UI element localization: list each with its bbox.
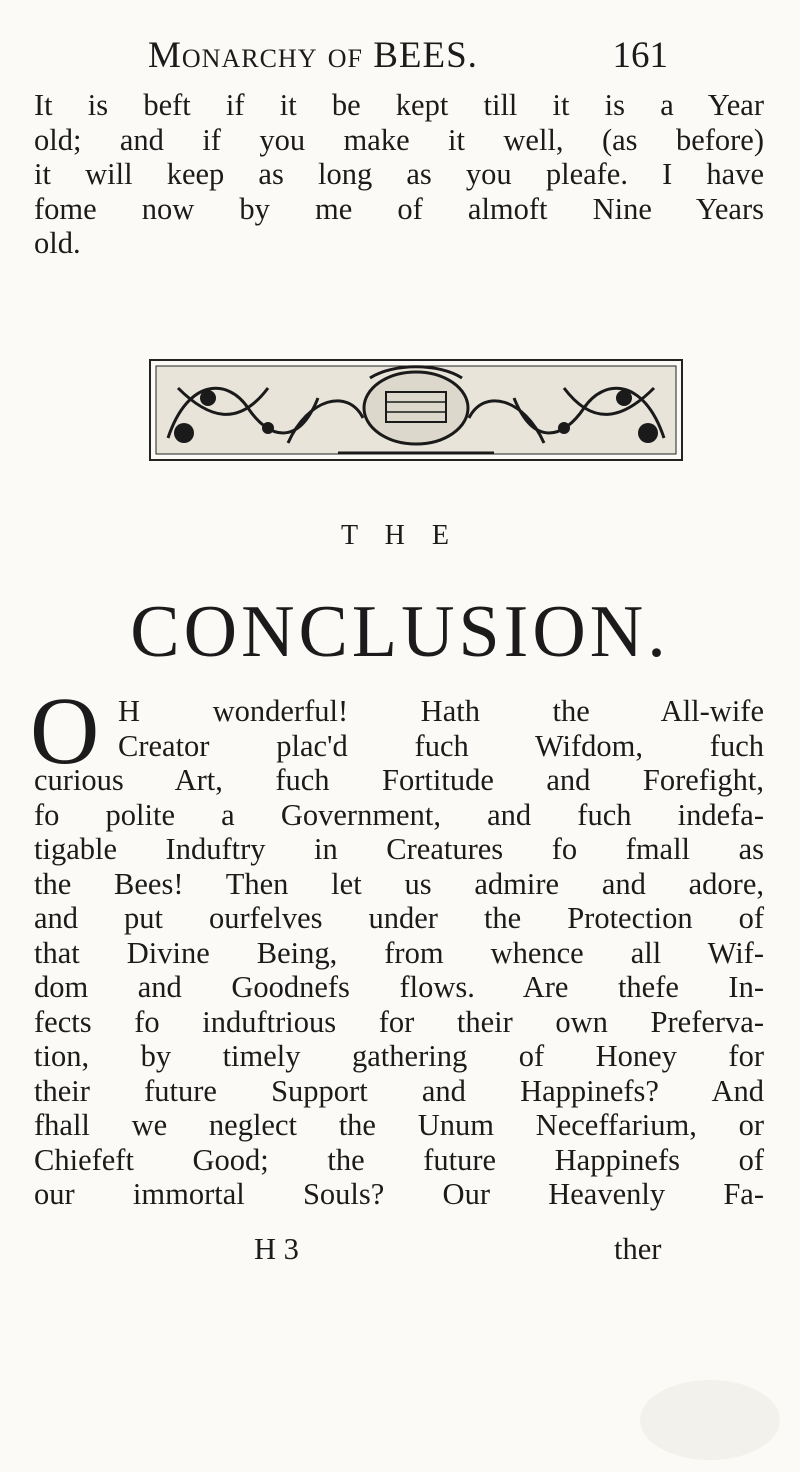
text-line: It is beft if it be kept till it is a Year — [34, 88, 764, 122]
text-line: and put ourfelves under the Protection of — [34, 901, 764, 935]
paper-stain — [640, 1380, 780, 1460]
main-paragraph — [34, 694, 764, 1212]
page-header — [148, 34, 668, 84]
text-line: that Divine Being, from whence all Wif- — [34, 935, 764, 970]
drop-cap: O — [30, 677, 100, 784]
page-number: 161 — [612, 35, 668, 76]
text-line: it will keep as long as you pleafe. I have — [34, 157, 764, 191]
top-paragraph — [34, 88, 764, 261]
text-line: curious Art, fuch Fortitude and Forefight, — [34, 763, 764, 797]
text-line: Creator plac'd fuch Wifdom, fuch — [118, 728, 764, 763]
text-line: their future Support and Happinefs? And — [34, 1073, 764, 1108]
text-line: the Bees! Then let us admire and adore, — [34, 866, 764, 901]
running-title: Monarchy of BEES. — [148, 35, 478, 76]
decorative-headpiece-icon — [148, 358, 684, 462]
text-line: fome now by me of almoft Nine Years — [34, 191, 764, 226]
signature-mark: H 3 — [254, 1232, 299, 1266]
text-line: old; and if you make it well, (as before) — [34, 122, 764, 157]
section-prefix: T H E — [341, 520, 459, 551]
text-line: fhall we neglect the Unum Neceffarium, or — [34, 1108, 764, 1142]
text-line: fects fo induftrious for their own Preferva- — [34, 1004, 764, 1039]
text-line: tigable Induftry in Creatures fo fmall as — [34, 832, 764, 866]
catchword: ther — [614, 1232, 662, 1266]
text-line: our immortal Souls? Our Heavenly Fa- — [34, 1177, 764, 1211]
text-line: H wonderful! Hath the All-wife — [118, 694, 764, 728]
text-line: old. — [34, 226, 81, 260]
text-line: tion, by timely gathering of Honey for — [34, 1039, 764, 1073]
section-title: CONCLUSION. — [130, 591, 670, 673]
text-line: Chiefeft Good; the future Happinefs of — [34, 1142, 764, 1177]
text-line: dom and Goodnefs flows. Are thefe In- — [34, 970, 764, 1004]
text-line: fo polite a Government, and fuch indefa- — [34, 797, 764, 832]
